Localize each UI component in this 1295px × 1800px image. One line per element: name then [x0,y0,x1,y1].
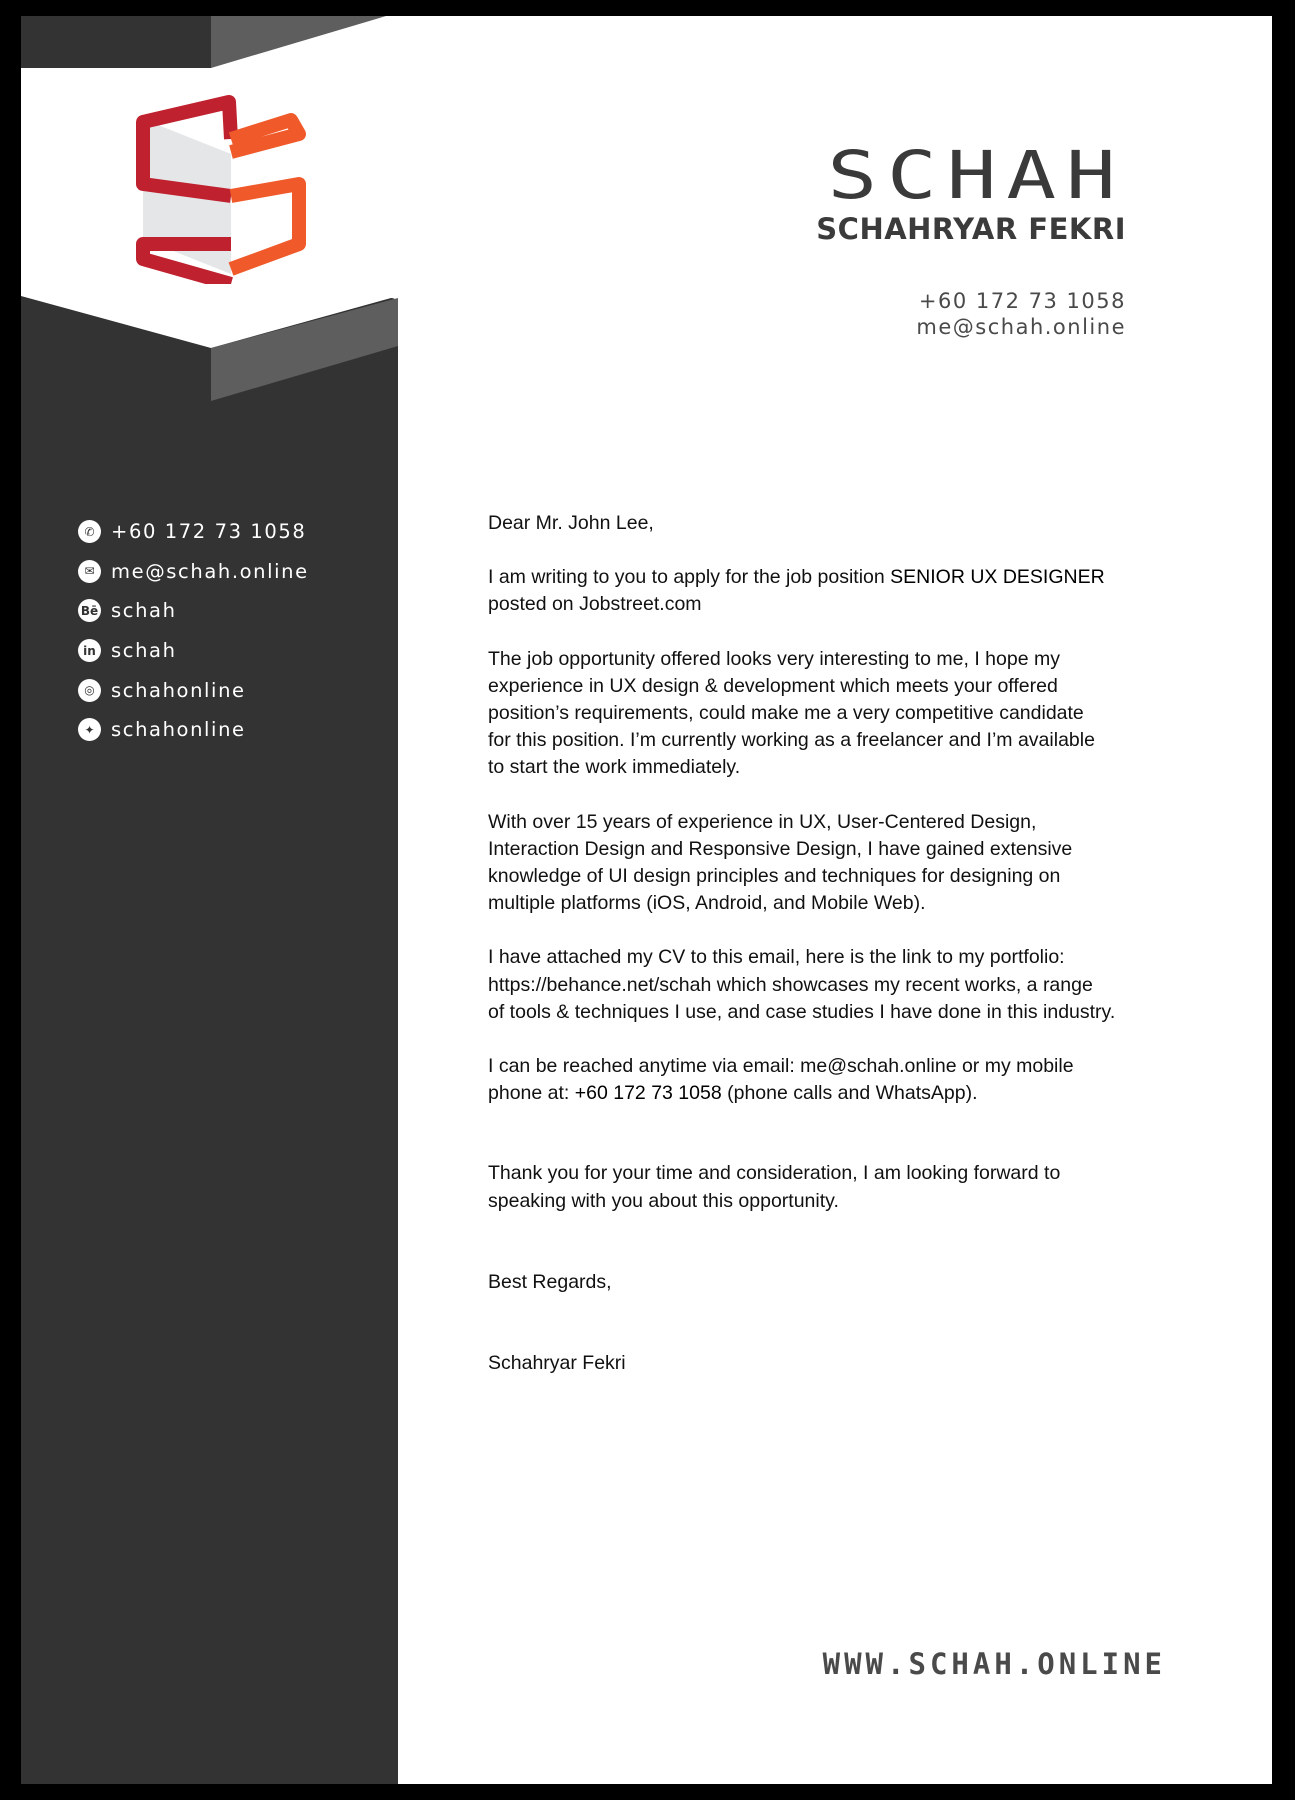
salutation: Dear Mr. John Lee, [488,512,654,534]
contact-email [78,552,309,592]
sidebar-contacts [78,512,309,750]
paragraph-experience: With over 15 years of experience in UX, User-Centered Design, Interaction Design and Responsive Design, I have gained extensive knowledge of UI design principles and techniques for designing on multiple platforms (iOS, Android, and Mobile Web). [488,810,1073,915]
top-grey-facet [211,16,386,68]
contact-instagram [78,670,309,710]
brand-wordmark: SCHAH [827,137,1126,214]
header-email: me@schah.online [916,315,1126,339]
phone-icon: ✆ [78,520,101,543]
contact-linkedin [78,631,309,671]
signature: Schahryar Fekri [488,1352,626,1375]
letterhead-page [21,16,1272,1784]
logo-mark [121,84,321,284]
twitter-icon: ✦ [78,718,101,741]
closing: Best Regards, [488,1270,612,1293]
contact-text: me@schah.online [111,559,309,583]
contact-text: schah [111,599,177,623]
paragraph-intro: I am writing to you to apply for the job position SENIOR UX DESIGNER [488,566,1105,589]
behance-icon: Bē [78,599,101,622]
paragraph-opportunity: The job opportunity offered looks very interesting to me, I hope my experience in UX design & development which meets your offered position’s requirements, could make me a very competitive candidate for this position. I’m currently working as a freelancer and I’m available to start the work immediately. [488,647,1095,779]
paragraph-portfolio: I have attached my CV to this email, here is the link to my portfolio: https://behance.net/schah which showcases my recent works, a range of tools & techniques I use, and case studies I have done in this industry. [488,946,1116,1023]
contact-text: +60 172 73 1058 [111,520,307,544]
contact-phone [78,512,309,552]
job-title: SENIOR UX DESIGNER [890,566,1105,589]
letter-body [488,510,1208,1377]
top-dark-band [21,16,211,68]
contact-twitter [78,710,309,750]
paragraph-intro-line2: posted on Jobstreet.com [488,593,702,616]
brand-name: SCHAHRYAR FEKRI [816,212,1126,246]
contact-text: schah [111,639,177,663]
mail-icon: ✉ [78,560,101,583]
paragraph-thanks: Thank you for your time and consideration, I am looking forward to speaking with you about this opportunity. [488,1162,1061,1212]
linkedin-icon: in [78,639,101,662]
logo-orange-stroke [231,120,299,269]
paragraph-contact: I can be reached anytime via email: me@schah.online or my mobile phone at: +60 172 73 1058 (phone calls and WhatsApp). [488,1055,1074,1105]
phone-number: +60 172 73 1058 [574,1082,722,1105]
brand-header [816,137,1126,246]
contact-text: schahonline [111,678,246,702]
instagram-icon: ◎ [78,679,101,702]
header-phone: +60 172 73 1058 [918,289,1126,313]
header-contact [916,288,1126,340]
contact-behance [78,591,309,631]
website-url: WWW.SCHAH.ONLINE [822,1647,1166,1681]
contact-text: schahonline [111,718,246,742]
